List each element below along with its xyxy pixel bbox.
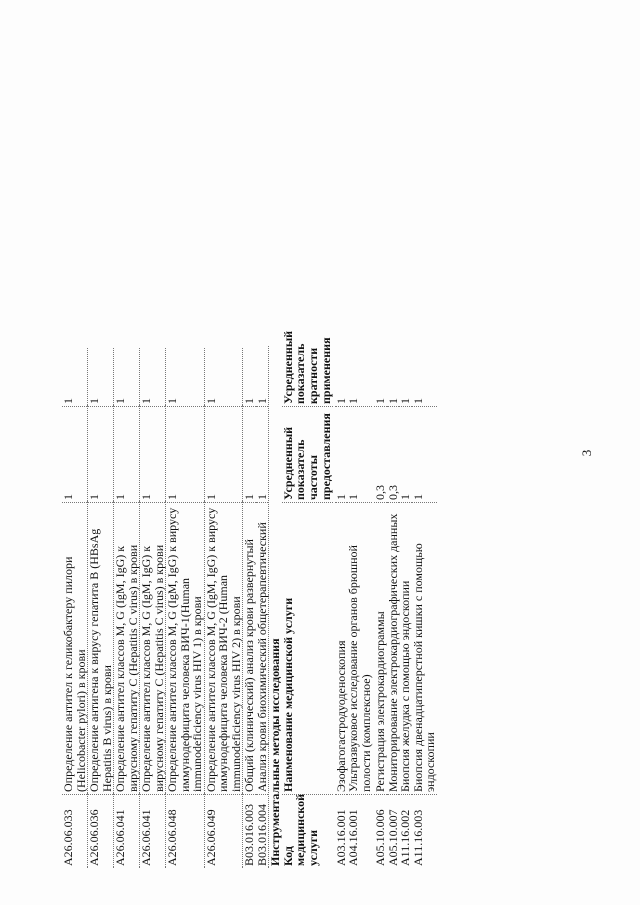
lab-freq: 1 (113, 406, 139, 502)
lab-name: Определение антител классов M, G (IgM, IgG) к вирусу иммунодефицита человека ВИЧ-1(Human immunodeficiency virus HIV 1) в крови (165, 502, 204, 794)
lab-freq: 1 (242, 406, 256, 502)
lab-name: Определение антител классов M, G (IgM, IgG) к вирусу иммунодефицита человека ВИЧ-2 (Human immunodeficiency virus HIV 2) в крови (204, 502, 243, 794)
header-code: Код медицинской услуги (282, 794, 333, 868)
instr-code: A05.10.006 (374, 794, 387, 868)
instr-name: Ультразвуковое исследование органов брюшной полости (комплексное) (347, 502, 372, 794)
instr-freq: 1 (412, 406, 437, 502)
lab-code: A26.06.041 (139, 794, 165, 868)
header-name: Наименование медицинской услуги (282, 502, 333, 794)
instr-mult: 1 (410, 398, 425, 404)
lab-mult: 1 (204, 348, 243, 406)
table-row (242, 148, 256, 868)
instr-table-header (282, 148, 333, 868)
lab-freq: 1 (165, 406, 204, 502)
lab-mult: 1 (139, 348, 165, 406)
lab-code: B03.016.004 (256, 794, 269, 868)
instr-code: A11.16.002 (399, 794, 412, 868)
instr-mult: 1 (398, 398, 413, 404)
instr-freq: 1 (335, 406, 348, 502)
instr-freq: 1 (399, 406, 412, 502)
lab-mult: 1 (113, 348, 139, 406)
table-row (256, 148, 269, 868)
lab-code: A26.06.033 (62, 794, 87, 868)
instr-name: Эзофагогастродуоденоскопия (335, 502, 348, 794)
instr-name: Биопсия желудка с помощью эндоскопии (399, 502, 412, 794)
lab-freq: 1 (87, 406, 113, 502)
table-row (204, 148, 243, 868)
instr-name: Регистрация электрокардиограммы (374, 502, 387, 794)
instr-mult: 1 (333, 398, 348, 404)
header-freq: Усредненный показатель частоты предоставления (282, 406, 333, 502)
table-row (165, 148, 204, 868)
section-title: Инструментальные методы исследования (268, 346, 282, 868)
lab-table (62, 148, 87, 868)
table-row (87, 148, 113, 868)
instr-name: Мониторирование электрокардиографических данных (387, 502, 400, 794)
lab-code: A26.06.036 (87, 794, 113, 868)
lab-freq: 1 (62, 406, 87, 502)
lab-freq: 1 (139, 406, 165, 502)
lab-mult: 1 (242, 348, 256, 406)
lab-name: Определение антигена к вирусу гепатита B (HBsAg Hepatitis B virus) в крови (87, 502, 113, 794)
lab-mult: 1 (61, 398, 75, 404)
table-row (347, 148, 372, 868)
table-row (113, 148, 139, 868)
rotated-content (62, 148, 582, 868)
instr-code: A03.16.001 (335, 794, 348, 868)
instr-mult: 1 (346, 398, 361, 404)
lab-code: B03.016.003 (242, 794, 256, 868)
table-row (139, 148, 165, 868)
lab-code: A26.06.049 (204, 794, 243, 868)
lab-freq: 1 (256, 406, 269, 502)
lab-code: A26.06.041 (113, 794, 139, 868)
instr-code: A04.16.001 (347, 794, 372, 868)
instr-mult: 1 (373, 398, 388, 404)
lab-name: Общий (клинический) анализ крови развернутый (242, 502, 256, 794)
instr-freq: 0,3 (374, 406, 387, 502)
table-row (412, 148, 437, 868)
instr-code: A11.16.003 (412, 794, 437, 868)
lab-name: Определение антител классов M, G (IgM, IgG) к вирусному гепатиту C (Hepatitis C virus) в крови (113, 502, 139, 794)
table-row (374, 148, 387, 868)
page-number: 3 (579, 449, 594, 457)
lab-mult: 1 (165, 348, 204, 406)
lab-mult: 1 (254, 398, 269, 404)
instr-freq: 1 (347, 406, 372, 502)
header-mult: Усредненный показатель кратности применения (280, 330, 333, 404)
table-row (399, 148, 412, 868)
instr-code: A05.10.007 (387, 794, 400, 868)
instr-name: Биопсия двенадцатиперстной кишки с помощью эндоскопии (412, 502, 437, 794)
instr-freq: 0,3 (387, 406, 400, 502)
lab-freq: 1 (204, 406, 243, 502)
instr-mult: 1 (385, 398, 400, 404)
lab-name: Анализ крови биохимический общетерапевтический (256, 502, 269, 794)
lab-mult: 1 (87, 348, 113, 406)
lab-name: Определение антител к геликобактеру пилори (Helicobacter pylori) в крови (62, 502, 87, 794)
lab-name: Определение антител классов M, G (IgM, IgG) к вирусному гепатиту C (Hepatitis C virus) в крови (139, 502, 165, 794)
lab-code: A26.06.048 (165, 794, 204, 868)
